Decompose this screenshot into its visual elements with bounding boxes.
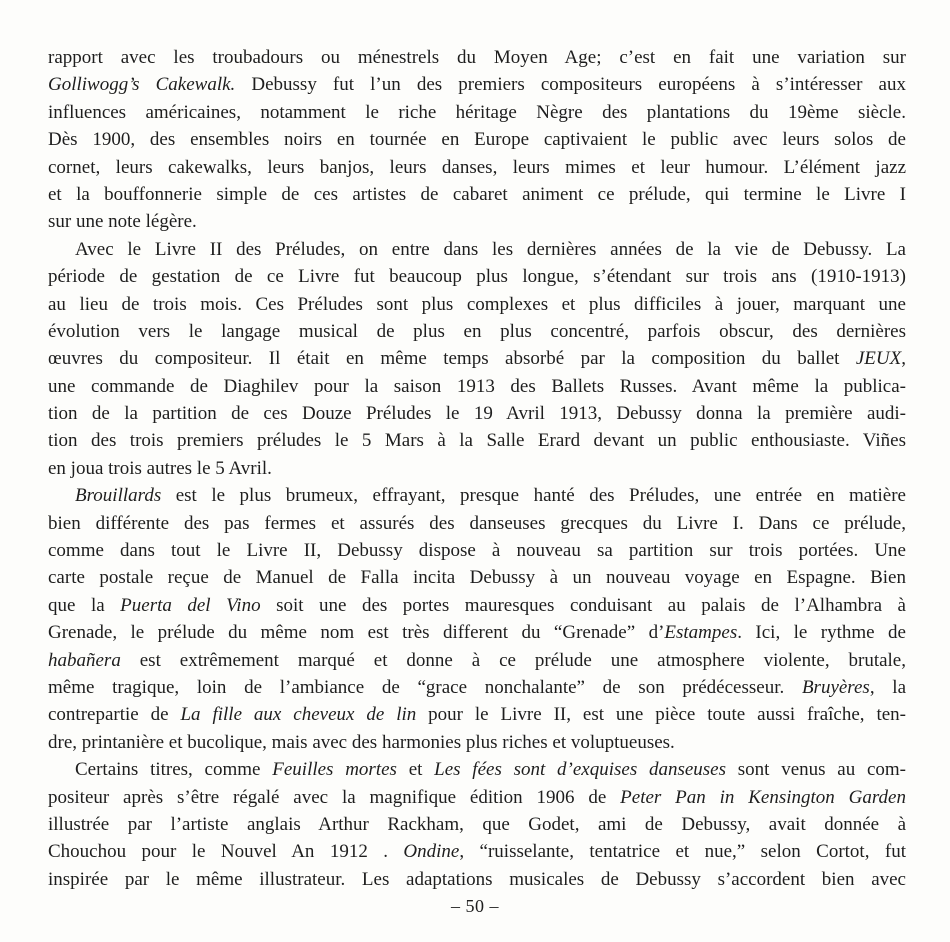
text-line bbox=[48, 345, 906, 372]
text-line bbox=[48, 482, 906, 509]
italic-text: Puerta del Vino bbox=[120, 594, 261, 616]
text-segment: , la bbox=[869, 676, 906, 698]
text-line bbox=[48, 564, 906, 591]
text-segment: au lieu de trois mois. Ces Préludes sont plus complexes et plus difficiles à jouer, marquant une bbox=[48, 293, 906, 315]
text-segment: que la bbox=[48, 594, 121, 616]
text-line bbox=[48, 592, 906, 619]
text-line bbox=[48, 729, 906, 756]
text-line bbox=[48, 811, 906, 838]
text-segment: tion de la partition de ces Douze Préludes le 19 Avril 1913, Debussy donna la première audi- bbox=[48, 403, 906, 425]
italic-text: JEUX bbox=[855, 348, 902, 370]
text-line bbox=[48, 126, 906, 153]
text-segment: illustrée par l’artiste anglais Arthur Rackham, que Godet, ami de Debussy, avait donnée à bbox=[48, 813, 906, 835]
italic-text: Feuilles mortes bbox=[272, 759, 397, 781]
text-segment: carte postale reçue de Manuel de Falla incita Debussy à un nouveau voyage en Espagne. Bien bbox=[48, 567, 906, 589]
text-segment: en joua trois autres le 5 Avril. bbox=[48, 457, 272, 479]
text-segment: Dès 1900, des ensembles noirs en tournée en Europe captivaient le public avec leurs solos de bbox=[48, 129, 906, 151]
text-line bbox=[48, 400, 906, 427]
text-segment: et la bouffonnerie simple de ces artistes de cabaret animent ce prélude, qui termine le Livre I bbox=[48, 183, 906, 205]
italic-text: Bruyères bbox=[801, 676, 870, 698]
text-segment: est extrêmement marqué et donne à ce prélude une atmosphere violente, brutale, bbox=[120, 649, 906, 671]
page-number: – 50 – bbox=[451, 896, 499, 916]
text-segment: rapport avec les troubadours ou ménestrels du Moyen Age; c’est en fait une variation sur bbox=[48, 47, 906, 68]
text-line bbox=[48, 71, 906, 98]
text-segment: , “ruisselante, tentatrice et nue,” selon Cortot, fut bbox=[459, 841, 906, 863]
text-segment: tion des trois premiers préludes le 5 Mars à la Salle Erard devant un public enthousiaste. Viñes bbox=[48, 430, 906, 452]
text-segment: Certains titres, comme bbox=[75, 759, 273, 781]
text-segment: Debussy fut l’un des premiers compositeurs européens à s’intéresser aux bbox=[235, 74, 906, 96]
text-line bbox=[48, 674, 906, 701]
text-line bbox=[48, 99, 906, 126]
text-line bbox=[48, 784, 906, 811]
text-line bbox=[48, 756, 906, 783]
text-line bbox=[48, 427, 906, 454]
text-segment: période de gestation de ce Livre fut beaucoup plus longue, s’étendant sur trois ans (1910-1913) bbox=[48, 266, 906, 288]
text-segment: œuvres du compositeur. Il était en même temps absorbé par la composition du ballet bbox=[48, 348, 856, 370]
text-segment: cornet, leurs cakewalks, leurs banjos, leurs danses, leurs mimes et leur humour. L’élément jazz bbox=[48, 156, 906, 178]
text-line bbox=[48, 838, 906, 865]
text-segment: Chouchou pour le Nouvel An 1912 . bbox=[48, 841, 404, 863]
text-segment: positeur après s’être régalé avec la magnifique édition 1906 de bbox=[48, 786, 621, 808]
italic-text: Estampes bbox=[664, 622, 738, 644]
page-footer bbox=[0, 896, 950, 917]
text-segment: une commande de Diaghilev pour la saison 1913 des Ballets Russes. Avant même la publica- bbox=[48, 375, 906, 397]
text-segment: sont venus au com- bbox=[726, 759, 906, 781]
text-segment: influences américaines, notamment le riche héritage Nègre des plantations du 19ème siècle. bbox=[48, 101, 906, 123]
italic-text: Peter Pan in Kensington Garden bbox=[620, 786, 906, 808]
text-segment: et bbox=[396, 759, 435, 781]
text-segment: pour le Livre II, est une pièce toute aussi fraîche, ten- bbox=[416, 704, 906, 726]
page-text bbox=[48, 44, 906, 893]
text-line bbox=[48, 318, 906, 345]
italic-text: Ondine bbox=[403, 841, 460, 863]
text-segment: sur une note légère. bbox=[48, 211, 197, 233]
text-segment: inspirée par le même illustrateur. Les adaptations musicales de Debussy s’accordent bien avec bbox=[48, 868, 906, 890]
text-line bbox=[48, 181, 906, 208]
text-line bbox=[48, 154, 906, 181]
italic-text: Golliwogg’s Cakewalk. bbox=[48, 74, 236, 96]
text-line bbox=[48, 208, 906, 235]
text-segment: même tragique, loin de l’ambiance de “grace nonchalante” de son prédécesseur. bbox=[48, 676, 802, 698]
text-line bbox=[48, 455, 906, 482]
text-segment: dre, printanière et bucolique, mais avec des harmonies plus riches et voluptueuses. bbox=[48, 731, 675, 753]
text-line bbox=[48, 263, 906, 290]
text-segment: comme dans tout le Livre II, Debussy dispose à nouveau sa partition sur trois portées. Une bbox=[48, 540, 906, 562]
text-segment: , bbox=[901, 348, 906, 370]
text-segment: soit une des portes mauresques conduisant au palais de l’Alhambra à bbox=[260, 594, 906, 616]
text-line bbox=[48, 701, 906, 728]
text-line bbox=[48, 866, 906, 893]
text-line bbox=[48, 647, 906, 674]
text-line bbox=[48, 537, 906, 564]
text-segment: . Ici, le rythme de bbox=[737, 622, 906, 644]
text-line bbox=[48, 236, 906, 263]
text-segment: bien différente des pas fermes et assurés des danseuses grecques du Livre I. Dans ce prélude, bbox=[48, 512, 906, 534]
italic-text: Brouillards bbox=[75, 485, 162, 507]
text-line bbox=[48, 373, 906, 400]
text-line bbox=[48, 510, 906, 537]
text-segment: évolution vers le langage musical de plus en plus concentré, parfois obscur, des dernières bbox=[48, 320, 906, 342]
italic-text: habañera bbox=[48, 649, 121, 671]
text-segment: est le plus brumeux, effrayant, presque hanté des Préludes, une entrée en matière bbox=[161, 485, 906, 507]
italic-text: La fille aux cheveux de lin bbox=[180, 704, 417, 726]
text-line bbox=[48, 44, 906, 71]
text-segment: Avec le Livre II des Préludes, on entre dans les dernières années de la vie de Debussy. La bbox=[75, 238, 906, 260]
text-segment: Grenade, le prélude du même nom est très different du “Grenade” d’ bbox=[48, 622, 665, 644]
text-line bbox=[48, 619, 906, 646]
text-segment: contrepartie de bbox=[48, 704, 181, 726]
text-line bbox=[48, 291, 906, 318]
italic-text: Les fées sont d’exquises danseuses bbox=[434, 759, 727, 781]
